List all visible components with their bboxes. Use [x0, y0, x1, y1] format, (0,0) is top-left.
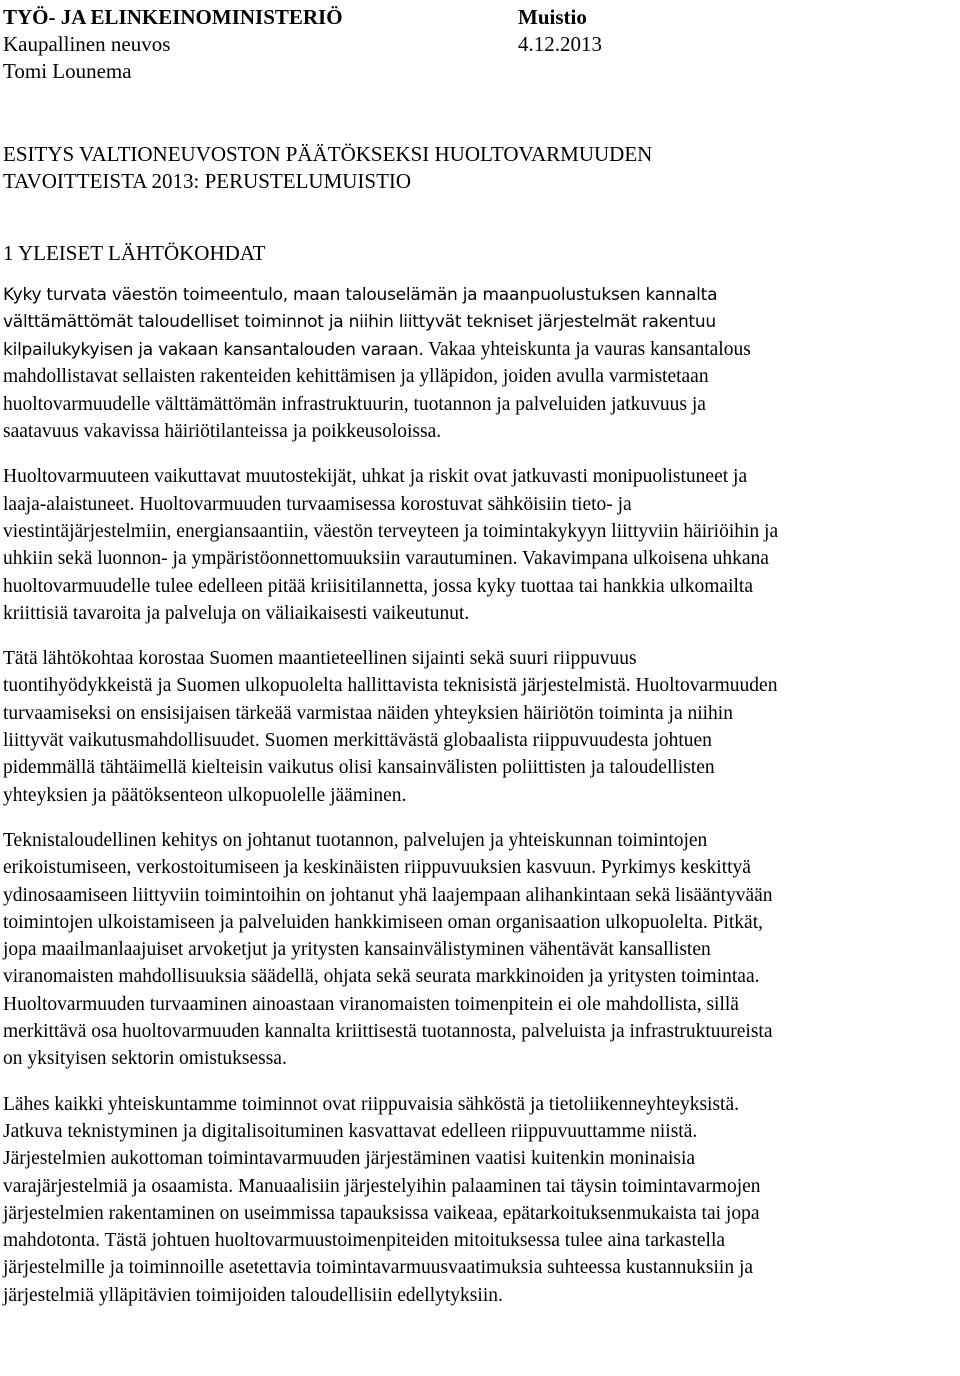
title-line: ESITYS VALTIONEUVOSTON PÄÄTÖKSEKSI HUOLTOVARMUUDEN — [3, 142, 653, 166]
text-line: tuontihyödykkeistä ja Suomen ulkopuolelta hallittavista teknisistä järjestelmistä. Huoltovarmuuden — [3, 675, 778, 697]
header-row-2 — [3, 31, 955, 58]
text-line: Järjestelmien aukottoman toimintavarmuuden järjestäminen vaatisi kuitenkin moninaisia — [3, 1148, 696, 1170]
text-line: kriittisiä tavaroita ja palveluja on väliaikaisesti vaikeutunut. — [3, 602, 470, 624]
title-line: TAVOITTEISTA 2013: PERUSTELUMUISTIO — [3, 169, 412, 194]
paragraph-5 — [3, 1091, 955, 1309]
text-line: Kyky turvata väestön toimeentulo, maan talouselämän ja maanpuolustuksen kannalta — [3, 284, 718, 305]
header-row-3 — [3, 58, 955, 85]
text-line: mahdollistavat sellaisten rakenteiden kehittämisen ja ylläpidon, joiden avulla varmistetaan — [3, 366, 709, 388]
text-line: merkittävä osa huoltovarmuuden kannalta kriittisestä tuotannosta, palveluista ja infrastruktuureista — [3, 1021, 773, 1043]
memo-page — [3, 4, 955, 1309]
text-line: Lähes kaikki yhteiskuntamme toiminnot ovat riippuvaisia sähköstä ja tietoliikenneyhteyksistä. — [3, 1093, 739, 1115]
department: Kaupallinen neuvos — [3, 32, 171, 56]
text-line: huoltovarmuudelle välttämättömän infrastruktuurin, tuotannon ja palveluiden jatkuvuus ja — [3, 393, 706, 415]
text-line: Teknistaloudellinen kehitys on johtanut tuotannon, palvelujen ja yhteiskunnan toimintojen — [3, 829, 708, 851]
text-line: jopa maailmanlaajuiset arvoketjut ja yritysten kansainvälistyminen vähentävät kansallisten — [3, 939, 711, 961]
text-line: Huoltovarmuuden turvaaminen ainoastaan viranomaisten toimenpitein ei ole mahdollista, sillä — [3, 993, 739, 1015]
section-heading: 1 YLEISET LÄHTÖKOHDAT — [3, 240, 266, 265]
text-line: turvaamiseksi on ensisijaisen tärkeää varmistaa näiden yhteyksien häiriötön toiminta ja niihin — [3, 702, 733, 724]
text-line: on yksityisen sektorin omistuksessa. — [3, 1048, 287, 1070]
text-line: välttämättömät taloudelliset toiminnot ja niihin liittyvät tekniset järjestelmät rakentuu — [3, 311, 716, 332]
text-line: huoltovarmuudelle tulee edelleen pitää kriisitilannetta, jossa kyky tuottaa tai hankkia ulkomailta — [3, 575, 753, 597]
text-line: viestintäjärjestelmiin, energiansaantiin, väestön terveyteen ja toimintakykyyn liittyviin häiriöihin ja — [3, 520, 779, 542]
paragraph-2 — [3, 463, 955, 627]
text-line: viranomaisten mahdollisuuksia säädellä, ohjata sekä seurata markkinoiden ja yritysten toimintaa. — [3, 966, 760, 988]
paragraph-1-rest — [3, 363, 955, 445]
text-line: pidemmällä tähtäimellä kielteisin vaikutus olisi kansainvälisten poliittisten ja taloudellisten — [3, 757, 715, 779]
author-name: Tomi Lounema — [3, 59, 132, 83]
text-line: ydinosaamiseen liittyviin toimintoihin on johtanut yhä laajempaan alihankintaan sekä lisääntyvään — [3, 884, 773, 906]
document-date: 4.12.2013 — [518, 32, 602, 56]
text-segment: kilpailukykyisen ja vakaan kansantalouden varaan. — [3, 340, 424, 361]
document-type: Muistio — [518, 5, 587, 29]
text-line: järjestelmien rakentaminen on useimmissa tapauksissa vaikeaa, epätarkoituksenmukaista tai jopa — [3, 1202, 760, 1224]
paragraph-1-intro — [3, 282, 955, 364]
text-line: järjestelmiä ylläpitävien toimijoiden taloudellisiin edellytyksiin. — [3, 1284, 503, 1306]
paragraph-3 — [3, 645, 955, 809]
text-line: toimintojen ulkoistamiseen ja palveluiden hankkimiseen oman organisaation ulkopuolelta. Pitkät, — [3, 911, 763, 933]
text-line: Huoltovarmuuteen vaikuttavat muutostekijät, uhkat ja riskit ovat jatkuvasti monipuolistuneet ja — [3, 466, 748, 488]
header-row-1 — [3, 4, 955, 31]
paragraph-4 — [3, 827, 955, 1073]
text-line: laaja-alaistuneet. Huoltovarmuuden turvaamisessa korostuvat sähköisiin tieto- ja — [3, 493, 632, 515]
text-line: saatavuus vakavissa häiriötilanteissa ja poikkeusoloissa. — [3, 421, 442, 443]
text-segment: Vakaa yhteiskunta ja vauras kansantalous — [423, 339, 751, 361]
text-line — [3, 336, 955, 363]
text-line: Jatkuva teknistyminen ja digitalisoituminen kasvattavat edelleen riippuvuuttamme niistä. — [3, 1120, 698, 1142]
text-line: erikoistumiseen, verkostoitumiseen ja keskinäisten riippuvuuksien kasvuun. Pyrkimys keskittyä — [3, 857, 751, 879]
text-line: liittyvät vaikutusmahdollisuudet. Suomen merkittävästä globaalista riippuvuudesta johtuen — [3, 730, 712, 752]
text-line: mahdotonta. Tästä johtuen huoltovarmuustoimenpiteiden mitoituksessa tulee aina tarkastella — [3, 1230, 726, 1252]
text-line: varajärjestelmiä ja osaamista. Manuaalisiin järjestelyihin palaaminen tai täysin toimintavarmojen — [3, 1175, 761, 1197]
text-line: Tätä lähtökohtaa korostaa Suomen maantieteellinen sijainti sekä suuri riippuvuus — [3, 648, 637, 670]
text-line: yhteyksien ja päätöksenteon ulkopuolelle jääminen. — [3, 784, 407, 806]
text-line: uhkiin sekä luonnon- ja ympäristöonnettomuuksiin varautuminen. Vakavimpana ulkoisena uhkana — [3, 548, 769, 570]
document-title — [3, 140, 955, 195]
text-line: järjestelmille ja toiminnoille asetettavia toimintavarmuusvaatimuksia suhteessa kustannuksiin ja — [3, 1257, 754, 1279]
ministry-name: TYÖ- JA ELINKEINOMINISTERIÖ — [3, 5, 343, 29]
